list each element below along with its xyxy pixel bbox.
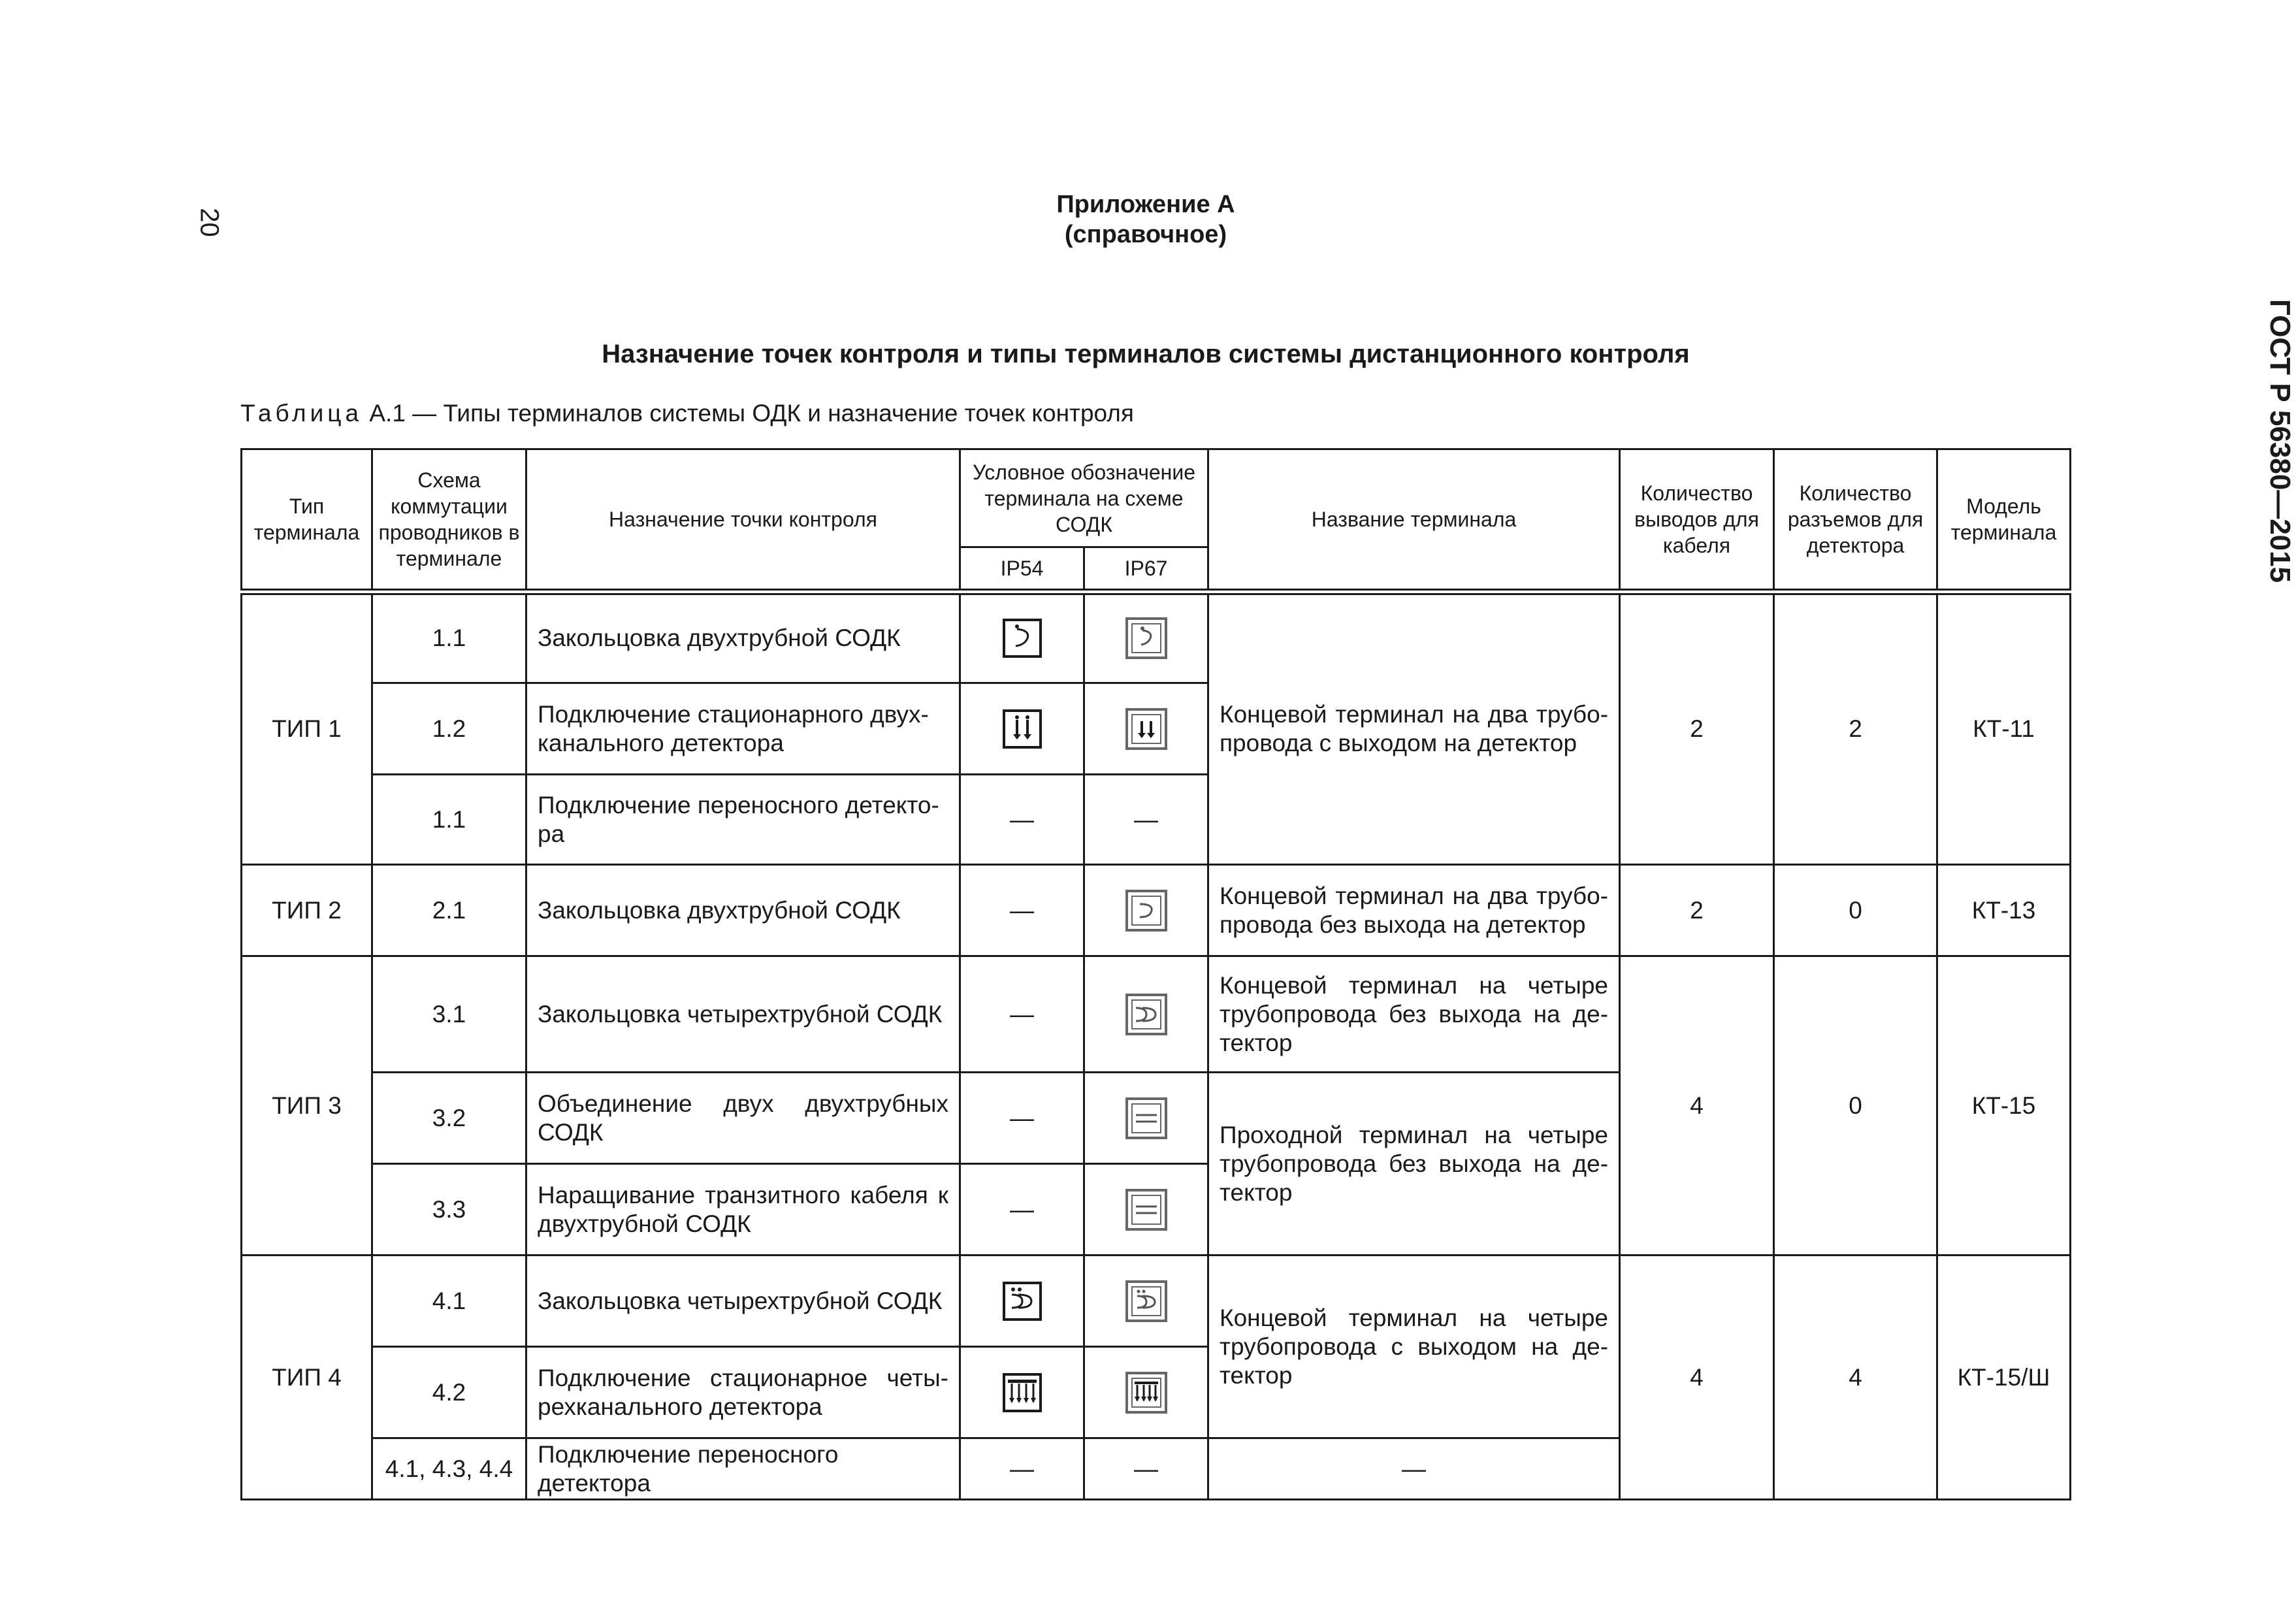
symbol-ip67-cell [1084,1256,1208,1347]
table-caption-text: А.1 — Типы терминалов системы ОДК и назначение точек контроля [369,400,1134,427]
symbol-ip54-cell: — [960,775,1084,865]
symbol-ip67-cell: — [1084,775,1208,865]
appendix-title: Приложение А [1056,191,1235,218]
symbol-ip54-cell: — [960,1438,1084,1500]
page-number: 20 [195,208,224,237]
symbol-ip54-cell [960,683,1084,775]
document-title: Назначение точек контроля и типы терминалов системы дистанционного контроля [602,340,1690,368]
symbol-ip54-cell: — [960,1164,1084,1256]
purpose-cell: Закольцовка двухтрубной СОДК [526,592,960,683]
terminal-name-cell: Концевой терминал на два трубо-провода с выходом на детектор [1208,592,1620,865]
scheme-cell: 2.1 [372,865,526,956]
table-row [242,592,2071,683]
detector-sockets-cell: 0 [1774,956,1937,1256]
four-channel-detector-icon [1001,1372,1043,1414]
header-purpose: Назначение точки контроля [526,449,960,592]
terminal-name-cell: Проходной терминал на четыре трубопровода без выхода на де-тектор [1208,1073,1620,1256]
purpose-cell: Подключение стационарного двух-канального детектора [526,683,960,775]
table-caption-prefix: Таблица [240,400,363,427]
appendix-heading [0,189,2291,250]
table-row [242,1256,2071,1347]
loop-four-pipe-icon [1125,994,1167,1035]
purpose-cell: Закольцовка четырехтрубной СОДК [526,956,960,1073]
loop-two-pipe-icon [1125,890,1167,932]
purpose-cell: Закольцовка двухтрубной СОДК [526,865,960,956]
scheme-cell: 1.1 [372,775,526,865]
purpose-cell: Наращивание транзитного кабеля к двухтрубной СОДК [526,1164,960,1256]
pass-through-icon [1125,1097,1167,1139]
purpose-cell: Подключение переносного детектора [526,1438,960,1500]
symbol-ip54-cell: — [960,956,1084,1073]
loop-two-pipe-detector-icon [1125,617,1167,659]
appendix-subtitle: (справочное) [1064,221,1227,248]
terminal-name-cell: Концевой терминал на четыре трубопровода с выходом на де-тектор [1208,1256,1620,1438]
table-row [242,865,2071,956]
loop-four-pipe-detector-icon [1001,1280,1043,1322]
symbol-ip67-cell [1084,1347,1208,1438]
detector-sockets-cell: 0 [1774,865,1937,956]
terminal-types-table [240,448,2071,1500]
scheme-cell: 3.3 [372,1164,526,1256]
symbol-ip67-cell [1084,1164,1208,1256]
cable-outputs-cell: 4 [1620,1256,1774,1500]
symbol-ip67-cell [1084,592,1208,683]
terminal-name-cell: Концевой терминал на четыре трубопровода без выхода на де-тектор [1208,956,1620,1073]
two-channel-detector-icon [1001,708,1043,750]
table-caption [240,400,1134,427]
document-code: ГОСТ Р 56380—2015 [2264,299,2296,583]
symbol-ip54-cell [960,1347,1084,1438]
symbol-ip54-cell: — [960,865,1084,956]
header-type: Тип терминала [242,449,372,592]
cable-outputs-cell: 4 [1620,956,1774,1256]
symbol-ip67-cell: — [1084,1438,1208,1500]
four-channel-detector-icon [1125,1372,1167,1414]
loop-two-pipe-detector-icon [1001,617,1043,659]
symbol-ip67-cell [1084,956,1208,1073]
model-cell: КТ-11 [1937,592,2071,865]
table-row [242,956,2071,1073]
purpose-cell: Подключение стационарное четы-рехканального детектора [526,1347,960,1438]
detector-sockets-cell: 2 [1774,592,1937,865]
header-ip67: IP67 [1084,547,1208,592]
scheme-cell: 4.1, 4.3, 4.4 [372,1438,526,1500]
symbol-ip67-cell [1084,865,1208,956]
terminal-type-cell: ТИП 4 [242,1256,372,1500]
symbol-ip54-cell: — [960,1073,1084,1164]
terminal-name-cell: Концевой терминал на два трубо-провода без выхода на детектор [1208,865,1620,956]
model-cell: КТ-15 [1937,956,2071,1256]
terminal-name-cell: — [1208,1438,1620,1500]
header-ip54: IP54 [960,547,1084,592]
symbol-ip67-cell [1084,683,1208,775]
header-scheme: Схема коммутации проводников в терминале [372,449,526,592]
scheme-cell: 4.1 [372,1256,526,1347]
terminal-type-cell: ТИП 2 [242,865,372,956]
cable-outputs-cell: 2 [1620,865,1774,956]
symbol-ip54-cell [960,1256,1084,1347]
symbol-ip67-cell [1084,1073,1208,1164]
purpose-cell: Подключение переносного детекто-ра [526,775,960,865]
header-detector-sockets: Количество разъемов для детектора [1774,449,1937,592]
terminal-type-cell: ТИП 1 [242,592,372,865]
two-channel-detector-icon [1125,708,1167,750]
loop-four-pipe-detector-icon [1125,1280,1167,1322]
scheme-cell: 1.1 [372,592,526,683]
pass-through-icon [1125,1189,1167,1231]
terminal-type-cell: ТИП 3 [242,956,372,1256]
purpose-cell: Закольцовка четырехтрубной СОДК [526,1256,960,1347]
model-cell: КТ-15/Ш [1937,1256,2071,1500]
detector-sockets-cell: 4 [1774,1256,1937,1500]
scheme-cell: 3.1 [372,956,526,1073]
scheme-cell: 1.2 [372,683,526,775]
header-symbol: Условное обозначение терминала на схеме СОДК [960,449,1208,547]
header-model: Модель терминала [1937,449,2071,592]
scheme-cell: 4.2 [372,1347,526,1438]
cable-outputs-cell: 2 [1620,592,1774,865]
symbol-ip54-cell [960,592,1084,683]
purpose-cell: Объединение двух двухтрубных СОДК [526,1073,960,1164]
header-cable-outputs: Количество выводов для кабеля [1620,449,1774,592]
model-cell: КТ-13 [1937,865,2071,956]
scheme-cell: 3.2 [372,1073,526,1164]
header-terminal-name: Название терминала [1208,449,1620,592]
